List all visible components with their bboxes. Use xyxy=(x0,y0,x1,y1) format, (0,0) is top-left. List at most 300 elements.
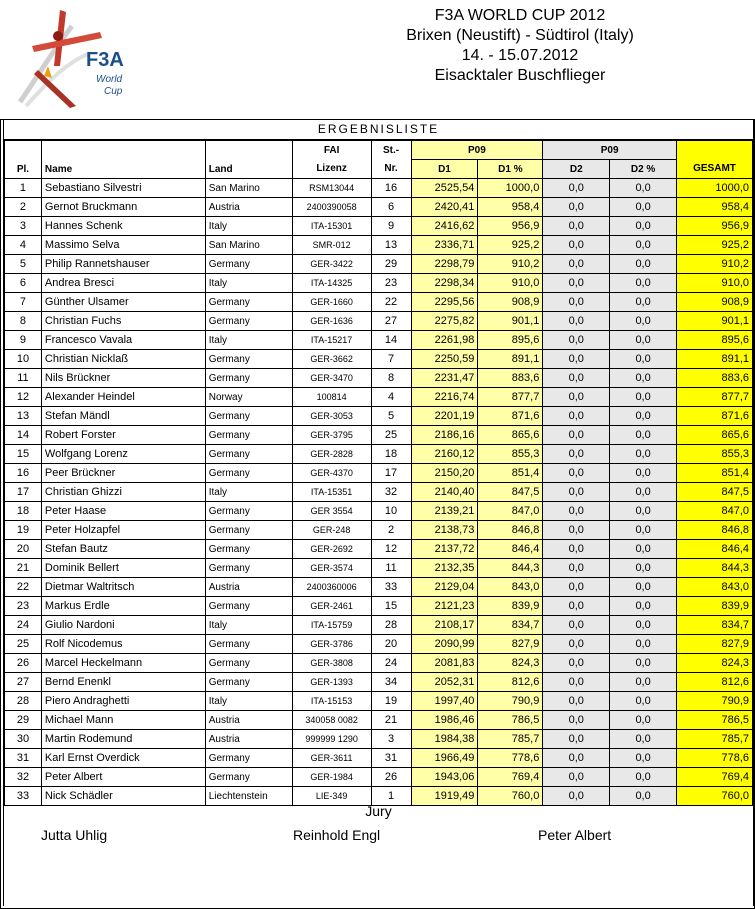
row-gesamt: 839,9 xyxy=(677,597,753,616)
row-name: Philip Rannetshauser xyxy=(41,255,205,274)
row-d2: 0,0 xyxy=(543,540,610,559)
row-d2: 0,0 xyxy=(543,730,610,749)
row-d2: 0,0 xyxy=(543,711,610,730)
row-d1: 2121,23 xyxy=(411,597,478,616)
row-place: 19 xyxy=(5,521,42,540)
event-dates: 14. - 15.07.2012 xyxy=(461,47,579,64)
table-row xyxy=(5,464,753,483)
row-start-nr: 25 xyxy=(371,426,411,445)
row-place: 7 xyxy=(5,293,42,312)
row-d1-percent: 1000,0 xyxy=(478,179,543,198)
row-land: Italy xyxy=(205,616,292,635)
row-lizenz: GER-3808 xyxy=(292,654,371,673)
results-table xyxy=(4,140,753,806)
row-d2: 0,0 xyxy=(543,388,610,407)
row-d1-percent: 891,1 xyxy=(478,350,543,369)
row-start-nr: 31 xyxy=(371,749,411,768)
row-name: Robert Forster xyxy=(41,426,205,445)
row-lizenz: 999999 1290 xyxy=(292,730,371,749)
row-name: Stefan Mändl xyxy=(41,407,205,426)
row-lizenz: LIE-349 xyxy=(292,787,371,806)
row-land: Germany xyxy=(205,768,292,787)
row-d2: 0,0 xyxy=(543,293,610,312)
row-start-nr: 20 xyxy=(371,635,411,654)
row-d1-percent: 846,8 xyxy=(478,521,543,540)
row-land: Austria xyxy=(205,198,292,217)
row-d2-percent: 0,0 xyxy=(610,749,677,768)
row-d1-percent: 956,9 xyxy=(478,217,543,236)
row-gesamt: 812,6 xyxy=(677,673,753,692)
row-gesamt: 908,9 xyxy=(677,293,753,312)
row-name: Stefan Bautz xyxy=(41,540,205,559)
row-land: Germany xyxy=(205,369,292,388)
row-lizenz: GER-3053 xyxy=(292,407,371,426)
row-d1-percent: 785,7 xyxy=(478,730,543,749)
col-nr: Nr. xyxy=(371,160,411,179)
row-lizenz: 2400390058 xyxy=(292,198,371,217)
row-start-nr: 33 xyxy=(371,578,411,597)
row-start-nr: 9 xyxy=(371,217,411,236)
row-d2: 0,0 xyxy=(543,464,610,483)
row-place: 30 xyxy=(5,730,42,749)
col-fai: FAI xyxy=(292,141,371,160)
table-row xyxy=(5,217,753,236)
row-d2: 0,0 xyxy=(543,198,610,217)
row-gesamt: 855,3 xyxy=(677,445,753,464)
row-name: Andrea Bresci xyxy=(41,274,205,293)
row-land: Germany xyxy=(205,749,292,768)
f3a-world-cup-logo xyxy=(14,6,132,114)
col-d2-percent: D2 % xyxy=(610,160,677,179)
row-lizenz: GER-3795 xyxy=(292,426,371,445)
row-start-nr: 27 xyxy=(371,312,411,331)
row-d2: 0,0 xyxy=(543,692,610,711)
results-body xyxy=(5,179,753,806)
row-lizenz: GER-2461 xyxy=(292,597,371,616)
results-sheet xyxy=(0,119,755,909)
row-place: 2 xyxy=(5,198,42,217)
row-d1: 2298,79 xyxy=(411,255,478,274)
row-land: San Marino xyxy=(205,179,292,198)
row-start-nr: 15 xyxy=(371,597,411,616)
row-name: Marcel Heckelmann xyxy=(41,654,205,673)
row-d2: 0,0 xyxy=(543,350,610,369)
row-d2-percent: 0,0 xyxy=(610,179,677,198)
row-place: 11 xyxy=(5,369,42,388)
row-place: 25 xyxy=(5,635,42,654)
row-d2: 0,0 xyxy=(543,255,610,274)
row-place: 27 xyxy=(5,673,42,692)
row-lizenz: GER-2692 xyxy=(292,540,371,559)
row-name: Peer Brückner xyxy=(41,464,205,483)
row-gesamt: 778,6 xyxy=(677,749,753,768)
row-d2-percent: 0,0 xyxy=(610,692,677,711)
row-d1: 2525,54 xyxy=(411,179,478,198)
row-gesamt: 847,0 xyxy=(677,502,753,521)
row-d2: 0,0 xyxy=(543,749,610,768)
row-lizenz: GER-1984 xyxy=(292,768,371,787)
svg-text:F3A: F3A xyxy=(86,49,124,71)
row-start-nr: 13 xyxy=(371,236,411,255)
row-d2: 0,0 xyxy=(543,673,610,692)
row-gesamt: 846,8 xyxy=(677,521,753,540)
row-d1: 2129,04 xyxy=(411,578,478,597)
row-place: 17 xyxy=(5,483,42,502)
row-d2: 0,0 xyxy=(543,521,610,540)
row-gesamt: 958,4 xyxy=(677,198,753,217)
row-name: Rolf Nicodemus xyxy=(41,635,205,654)
row-start-nr: 21 xyxy=(371,711,411,730)
row-d1: 1997,40 xyxy=(411,692,478,711)
row-d1: 2295,56 xyxy=(411,293,478,312)
row-place: 29 xyxy=(5,711,42,730)
row-land: Italy xyxy=(205,274,292,293)
row-start-nr: 3 xyxy=(371,730,411,749)
row-name: Peter Haase xyxy=(41,502,205,521)
row-d2-percent: 0,0 xyxy=(610,293,677,312)
row-start-nr: 16 xyxy=(371,179,411,198)
row-name: Christian Fuchs xyxy=(41,312,205,331)
row-d1: 2216,74 xyxy=(411,388,478,407)
row-d1-percent: 812,6 xyxy=(478,673,543,692)
col-d1: D1 xyxy=(411,160,478,179)
col-land: Land xyxy=(205,141,292,179)
row-start-nr: 24 xyxy=(371,654,411,673)
table-row xyxy=(5,255,753,274)
row-start-nr: 23 xyxy=(371,274,411,293)
row-place: 4 xyxy=(5,236,42,255)
row-land: Germany xyxy=(205,540,292,559)
jury-member-3: Peter Albert xyxy=(538,827,612,843)
row-start-nr: 5 xyxy=(371,407,411,426)
row-place: 32 xyxy=(5,768,42,787)
row-gesamt: 883,6 xyxy=(677,369,753,388)
row-land: Austria xyxy=(205,711,292,730)
row-start-nr: 14 xyxy=(371,331,411,350)
row-name: Peter Albert xyxy=(41,768,205,787)
row-d1: 2081,83 xyxy=(411,654,478,673)
row-d2-percent: 0,0 xyxy=(610,502,677,521)
row-d2: 0,0 xyxy=(543,483,610,502)
row-d1-percent: 855,3 xyxy=(478,445,543,464)
table-row xyxy=(5,369,753,388)
row-gesamt: 865,6 xyxy=(677,426,753,445)
table-row xyxy=(5,483,753,502)
row-d1: 1984,38 xyxy=(411,730,478,749)
row-start-nr: 22 xyxy=(371,293,411,312)
header-row-top xyxy=(5,141,753,160)
row-lizenz: GER-3611 xyxy=(292,749,371,768)
row-d2-percent: 0,0 xyxy=(610,350,677,369)
row-d1-percent: 851,4 xyxy=(478,464,543,483)
jury-label: Jury xyxy=(365,803,392,819)
row-d2-percent: 0,0 xyxy=(610,559,677,578)
table-row xyxy=(5,236,753,255)
row-name: Dominik Bellert xyxy=(41,559,205,578)
row-lizenz: GER-3470 xyxy=(292,369,371,388)
row-place: 23 xyxy=(5,597,42,616)
row-start-nr: 29 xyxy=(371,255,411,274)
row-d1-percent: 958,4 xyxy=(478,198,543,217)
row-d1: 2275,82 xyxy=(411,312,478,331)
row-d1: 2261,98 xyxy=(411,331,478,350)
row-name: Nick Schädler xyxy=(41,787,205,806)
row-d1: 1986,46 xyxy=(411,711,478,730)
row-gesamt: 895,6 xyxy=(677,331,753,350)
row-d1-percent: 910,2 xyxy=(478,255,543,274)
row-start-nr: 1 xyxy=(371,787,411,806)
row-place: 3 xyxy=(5,217,42,236)
row-land: Germany xyxy=(205,559,292,578)
row-d2-percent: 0,0 xyxy=(610,198,677,217)
row-d1: 2108,17 xyxy=(411,616,478,635)
row-lizenz: 340058 0082 xyxy=(292,711,371,730)
row-d1-percent: 844,3 xyxy=(478,559,543,578)
col-name: Name xyxy=(41,141,205,179)
row-land: Germany xyxy=(205,350,292,369)
row-start-nr: 34 xyxy=(371,673,411,692)
row-d2-percent: 0,0 xyxy=(610,673,677,692)
row-d1-percent: 847,5 xyxy=(478,483,543,502)
row-name: Wolfgang Lorenz xyxy=(41,445,205,464)
row-d1: 2150,20 xyxy=(411,464,478,483)
table-row xyxy=(5,198,753,217)
row-gesamt: 785,7 xyxy=(677,730,753,749)
row-d2: 0,0 xyxy=(543,597,610,616)
row-start-nr: 7 xyxy=(371,350,411,369)
row-d2: 0,0 xyxy=(543,426,610,445)
event-club: Eisacktaler Buschflieger xyxy=(434,67,606,84)
row-d2-percent: 0,0 xyxy=(610,521,677,540)
row-d2-percent: 0,0 xyxy=(610,464,677,483)
col-lizenz: Lizenz xyxy=(292,160,371,179)
row-place: 5 xyxy=(5,255,42,274)
col-group-p09-d1: P09 xyxy=(411,141,543,160)
row-name: Martin Rodemund xyxy=(41,730,205,749)
row-d1-percent: 883,6 xyxy=(478,369,543,388)
row-d2-percent: 0,0 xyxy=(610,426,677,445)
table-row xyxy=(5,426,753,445)
row-lizenz: GER-3786 xyxy=(292,635,371,654)
row-gesamt: 956,9 xyxy=(677,217,753,236)
row-land: Liechtenstein xyxy=(205,787,292,806)
row-d1: 2139,21 xyxy=(411,502,478,521)
table-row xyxy=(5,312,753,331)
row-d1: 2250,59 xyxy=(411,350,478,369)
row-gesamt: 891,1 xyxy=(677,350,753,369)
row-land: Germany xyxy=(205,293,292,312)
row-name: Michael Mann xyxy=(41,711,205,730)
row-d2: 0,0 xyxy=(543,559,610,578)
row-land: Germany xyxy=(205,255,292,274)
row-d2: 0,0 xyxy=(543,331,610,350)
row-d1-percent: 846,4 xyxy=(478,540,543,559)
row-d2-percent: 0,0 xyxy=(610,236,677,255)
row-start-nr: 6 xyxy=(371,198,411,217)
row-d1-percent: 877,7 xyxy=(478,388,543,407)
row-start-nr: 26 xyxy=(371,768,411,787)
row-name: Karl Ernst Overdick xyxy=(41,749,205,768)
row-d1-percent: 908,9 xyxy=(478,293,543,312)
row-d1: 2138,73 xyxy=(411,521,478,540)
table-row xyxy=(5,749,753,768)
row-lizenz: GER-2828 xyxy=(292,445,371,464)
row-land: Germany xyxy=(205,635,292,654)
row-d2-percent: 0,0 xyxy=(610,312,677,331)
row-lizenz: ITA-15351 xyxy=(292,483,371,502)
row-d1: 2420,41 xyxy=(411,198,478,217)
row-lizenz: ITA-15217 xyxy=(292,331,371,350)
airplane-icon xyxy=(14,6,132,114)
row-d2: 0,0 xyxy=(543,179,610,198)
row-name: Peter Holzapfel xyxy=(41,521,205,540)
row-start-nr: 18 xyxy=(371,445,411,464)
row-lizenz: GER-3662 xyxy=(292,350,371,369)
row-land: San Marino xyxy=(205,236,292,255)
row-gesamt: 1000,0 xyxy=(677,179,753,198)
row-land: Germany xyxy=(205,597,292,616)
row-d1-percent: 871,6 xyxy=(478,407,543,426)
row-d1: 2140,40 xyxy=(411,483,478,502)
table-row xyxy=(5,597,753,616)
row-d1-percent: 778,6 xyxy=(478,749,543,768)
row-d1: 1943,06 xyxy=(411,768,478,787)
col-pl: Pl. xyxy=(5,141,42,179)
row-d2-percent: 0,0 xyxy=(610,388,677,407)
row-gesamt: 851,4 xyxy=(677,464,753,483)
row-land: Germany xyxy=(205,426,292,445)
row-gesamt: 901,1 xyxy=(677,312,753,331)
row-d1: 2201,19 xyxy=(411,407,478,426)
table-row xyxy=(5,407,753,426)
row-d2-percent: 0,0 xyxy=(610,711,677,730)
row-name: Bernd Enenkl xyxy=(41,673,205,692)
row-gesamt: 871,6 xyxy=(677,407,753,426)
row-d1: 1919,49 xyxy=(411,787,478,806)
row-land: Germany xyxy=(205,654,292,673)
row-land: Germany xyxy=(205,407,292,426)
row-start-nr: 17 xyxy=(371,464,411,483)
row-gesamt: 790,9 xyxy=(677,692,753,711)
row-d2-percent: 0,0 xyxy=(610,635,677,654)
table-row xyxy=(5,711,753,730)
table-row xyxy=(5,673,753,692)
table-row xyxy=(5,692,753,711)
row-gesamt: 827,9 xyxy=(677,635,753,654)
row-d2: 0,0 xyxy=(543,768,610,787)
table-row xyxy=(5,521,753,540)
row-d2: 0,0 xyxy=(543,217,610,236)
row-name: Massimo Selva xyxy=(41,236,205,255)
row-name: Markus Erdle xyxy=(41,597,205,616)
row-start-nr: 10 xyxy=(371,502,411,521)
row-land: Germany xyxy=(205,445,292,464)
row-gesamt: 844,3 xyxy=(677,559,753,578)
row-place: 26 xyxy=(5,654,42,673)
section-title: ERGEBNISLISTE xyxy=(4,120,753,140)
row-land: Austria xyxy=(205,578,292,597)
table-row xyxy=(5,616,753,635)
row-land: Germany xyxy=(205,464,292,483)
row-land: Italy xyxy=(205,217,292,236)
row-place: 10 xyxy=(5,350,42,369)
table-row xyxy=(5,635,753,654)
row-gesamt: 760,0 xyxy=(677,787,753,806)
row-d2-percent: 0,0 xyxy=(610,369,677,388)
row-d1: 2336,71 xyxy=(411,236,478,255)
jury-member-1: Jutta Uhlig xyxy=(41,827,108,843)
row-gesamt: 877,7 xyxy=(677,388,753,407)
row-gesamt: 847,5 xyxy=(677,483,753,502)
row-gesamt: 786,5 xyxy=(677,711,753,730)
row-start-nr: 4 xyxy=(371,388,411,407)
table-row xyxy=(5,274,753,293)
jury-member-2: Reinhold Engl xyxy=(293,827,381,843)
row-d1: 2416,62 xyxy=(411,217,478,236)
row-d2: 0,0 xyxy=(543,236,610,255)
row-d2-percent: 0,0 xyxy=(610,768,677,787)
row-name: Giulio Nardoni xyxy=(41,616,205,635)
row-lizenz: ITA-15301 xyxy=(292,217,371,236)
table-row xyxy=(5,350,753,369)
row-place: 6 xyxy=(5,274,42,293)
row-lizenz: GER-1660 xyxy=(292,293,371,312)
row-land: Germany xyxy=(205,521,292,540)
row-lizenz: ITA-14325 xyxy=(292,274,371,293)
col-d2: D2 xyxy=(543,160,610,179)
row-d2-percent: 0,0 xyxy=(610,217,677,236)
row-d1: 2231,47 xyxy=(411,369,478,388)
row-d2: 0,0 xyxy=(543,635,610,654)
row-name: Dietmar Waltritsch xyxy=(41,578,205,597)
row-lizenz: 2400360006 xyxy=(292,578,371,597)
row-lizenz: RSM13044 xyxy=(292,179,371,198)
row-d2-percent: 0,0 xyxy=(610,445,677,464)
col-gesamt-spacer xyxy=(677,141,753,160)
table-row xyxy=(5,502,753,521)
row-name: Günther Ulsamer xyxy=(41,293,205,312)
row-place: 9 xyxy=(5,331,42,350)
row-lizenz: ITA-15759 xyxy=(292,616,371,635)
row-lizenz: GER 3554 xyxy=(292,502,371,521)
row-name: Gernot Bruckmann xyxy=(41,198,205,217)
row-gesamt: 769,4 xyxy=(677,768,753,787)
row-gesamt: 843,0 xyxy=(677,578,753,597)
row-start-nr: 2 xyxy=(371,521,411,540)
row-d2-percent: 0,0 xyxy=(610,654,677,673)
table-row xyxy=(5,578,753,597)
row-place: 14 xyxy=(5,426,42,445)
row-d1-percent: 824,3 xyxy=(478,654,543,673)
row-d2-percent: 0,0 xyxy=(610,730,677,749)
col-st: St.- xyxy=(371,141,411,160)
row-place: 21 xyxy=(5,559,42,578)
row-d1-percent: 834,7 xyxy=(478,616,543,635)
row-d1-percent: 839,9 xyxy=(478,597,543,616)
row-d2: 0,0 xyxy=(543,654,610,673)
row-land: Germany xyxy=(205,502,292,521)
col-gesamt: GESAMT xyxy=(677,160,753,179)
event-location: Brixen (Neustift) - Südtirol (Italy) xyxy=(406,27,634,44)
row-place: 1 xyxy=(5,179,42,198)
row-d1: 2132,35 xyxy=(411,559,478,578)
row-d1-percent: 769,4 xyxy=(478,768,543,787)
row-lizenz: GER-3574 xyxy=(292,559,371,578)
row-d2-percent: 0,0 xyxy=(610,331,677,350)
row-land: Italy xyxy=(205,692,292,711)
row-lizenz: 100814 xyxy=(292,388,371,407)
row-name: Alexander Heindel xyxy=(41,388,205,407)
